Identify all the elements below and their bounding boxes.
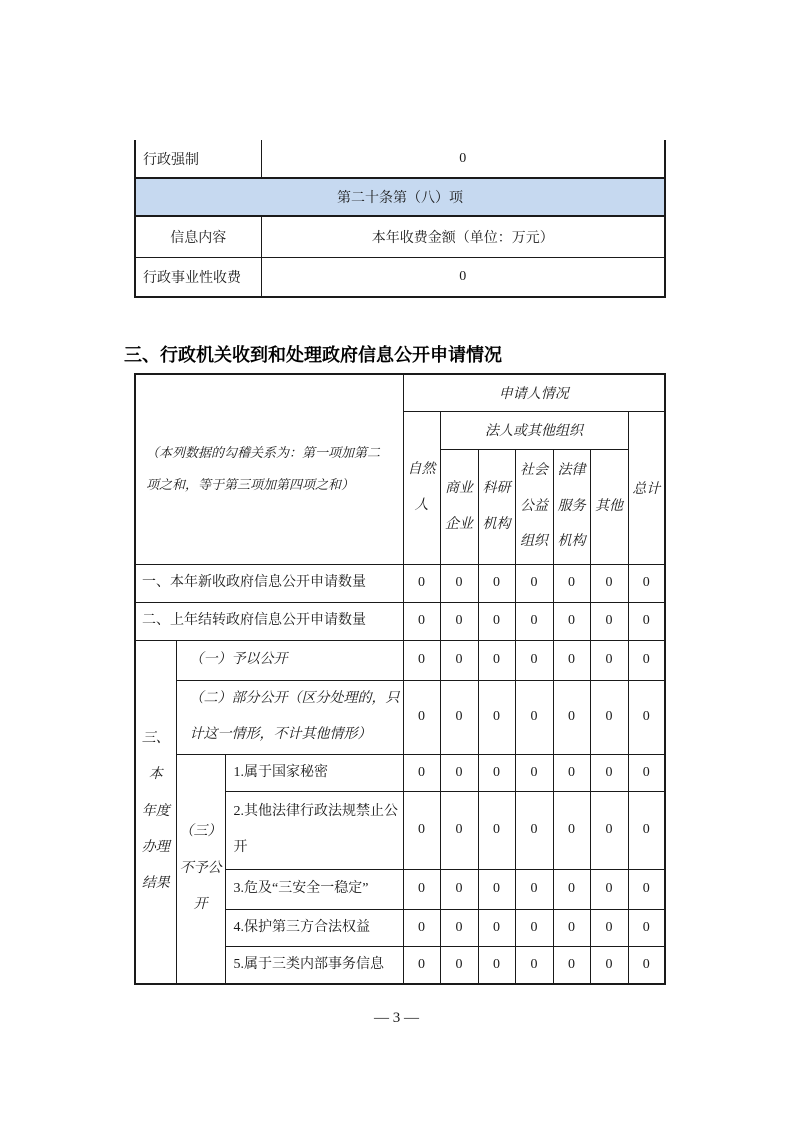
value-cell: 0	[628, 640, 665, 680]
value-cell: 0	[403, 869, 440, 909]
value-cell: 0	[553, 564, 590, 602]
value-cell: 0	[628, 680, 665, 754]
value-cell: 0	[590, 869, 628, 909]
value-cell: 0	[440, 602, 478, 640]
value-cell: 0	[478, 602, 515, 640]
row-label: 5.属于三类内部事务信息	[225, 946, 403, 984]
col-header-other: 其他	[590, 449, 628, 564]
table-row	[135, 680, 665, 754]
value-cell: 0	[478, 791, 515, 869]
value-cell: 0	[403, 791, 440, 869]
value-cell: 0	[440, 946, 478, 984]
value-cell: 0	[553, 754, 590, 791]
value-cell: 0	[553, 946, 590, 984]
header-applicant-group: 申请人情况	[403, 374, 665, 411]
value-cell: 0	[515, 680, 553, 754]
value-cell: 0	[553, 602, 590, 640]
value-cell: 0	[590, 791, 628, 869]
value-cell: 0	[403, 754, 440, 791]
value-cell: 0	[628, 602, 665, 640]
value-cell: 0	[478, 640, 515, 680]
value-cell: 0	[403, 602, 440, 640]
value-cell: 0	[590, 754, 628, 791]
value-cell: 0	[553, 640, 590, 680]
value-cell: 0	[515, 602, 553, 640]
value-cell: 0	[590, 602, 628, 640]
value-cell: 0	[515, 564, 553, 602]
row-label: 二、上年结转政府信息公开申请数量	[135, 602, 403, 640]
row-label: 4.保护第三方合法权益	[225, 909, 403, 946]
col-header-natural-person: 自然 人	[403, 411, 440, 564]
banner-cell: 第二十条第（八）项	[135, 178, 665, 216]
value-cell: 0	[515, 946, 553, 984]
fee-row-enforcement	[135, 140, 665, 178]
value-cell: 0	[515, 640, 553, 680]
fee-table	[134, 140, 666, 298]
value-cell: 0	[478, 680, 515, 754]
value-cell: 0	[478, 946, 515, 984]
value-cell: 0	[403, 946, 440, 984]
value-cell: 0	[590, 640, 628, 680]
header-legal-org-group: 法人或其他组织	[440, 411, 628, 449]
value-cell: 0	[590, 680, 628, 754]
value-cell: 0	[403, 564, 440, 602]
value-cell: 0	[515, 869, 553, 909]
row-label: 1.属于国家秘密	[225, 754, 403, 791]
table-row	[135, 602, 665, 640]
value-cell: 0	[515, 909, 553, 946]
value-cell: 0	[628, 791, 665, 869]
application-table	[134, 373, 666, 985]
section-heading: 三、行政机关收到和处理政府信息公开申请情况	[124, 345, 502, 365]
col-header-total: 总计	[628, 411, 665, 564]
value-cell: 0	[553, 909, 590, 946]
value-cell: 0	[515, 791, 553, 869]
value-cell: 0	[403, 909, 440, 946]
value-cell: 0	[553, 680, 590, 754]
value-cell: 0	[628, 946, 665, 984]
fee-row-value: 0	[261, 257, 665, 297]
value-cell: 0	[553, 869, 590, 909]
row-group-refuse-label: （三） 不予公 开	[176, 754, 225, 984]
value-cell: 0	[590, 946, 628, 984]
header-row-applicant	[135, 374, 665, 411]
row-label: 2.其他法律行政法规禁止公开	[225, 791, 403, 869]
table-row	[135, 754, 665, 791]
row-label: 3.危及“三安全一稳定”	[225, 869, 403, 909]
value-cell: 0	[440, 869, 478, 909]
fee-row-label: 行政强制	[135, 140, 261, 178]
table-row	[135, 564, 665, 602]
row-label: （二）部分公开（区分处理的，只计这一情形，不计其他情形）	[176, 680, 403, 754]
value-cell: 0	[478, 909, 515, 946]
col-header-public-welfare: 社会 公益 组织	[515, 449, 553, 564]
value-cell: 0	[628, 909, 665, 946]
fee-row-label: 信息内容	[135, 216, 261, 257]
value-cell: 0	[440, 791, 478, 869]
page-number: — 3 —	[374, 1010, 419, 1026]
fee-row-value: 0	[261, 140, 665, 178]
value-cell: 0	[403, 640, 440, 680]
fee-row-label: 行政事业性收费	[135, 257, 261, 297]
value-cell: 0	[628, 869, 665, 909]
value-cell: 0	[590, 909, 628, 946]
note-cell: （本列数据的勾稽关系为：第一项加第二项之和，等于第三项加第四项之和）	[135, 374, 403, 564]
value-cell: 0	[590, 564, 628, 602]
value-cell: 0	[515, 754, 553, 791]
row-label: （一）予以公开	[176, 640, 403, 680]
value-cell: 0	[628, 564, 665, 602]
value-cell: 0	[440, 754, 478, 791]
row-label: 一、本年新收政府信息公开申请数量	[135, 564, 403, 602]
value-cell: 0	[440, 564, 478, 602]
fee-row-value: 本年收费金额（单位：万元）	[261, 216, 665, 257]
table-row	[135, 640, 665, 680]
value-cell: 0	[440, 909, 478, 946]
value-cell: 0	[628, 754, 665, 791]
value-cell: 0	[478, 754, 515, 791]
value-cell: 0	[553, 791, 590, 869]
col-header-research: 科研 机构	[478, 449, 515, 564]
value-cell: 0	[403, 680, 440, 754]
fee-banner-row	[135, 178, 665, 216]
value-cell: 0	[478, 869, 515, 909]
col-header-legal-service: 法律 服务 机构	[553, 449, 590, 564]
col-header-business: 商业 企业	[440, 449, 478, 564]
fee-row-info	[135, 216, 665, 257]
value-cell: 0	[440, 680, 478, 754]
row-group-result-label: 三、本 年度 办理 结果	[135, 640, 176, 984]
value-cell: 0	[440, 640, 478, 680]
value-cell: 0	[478, 564, 515, 602]
fee-row-charge	[135, 257, 665, 297]
